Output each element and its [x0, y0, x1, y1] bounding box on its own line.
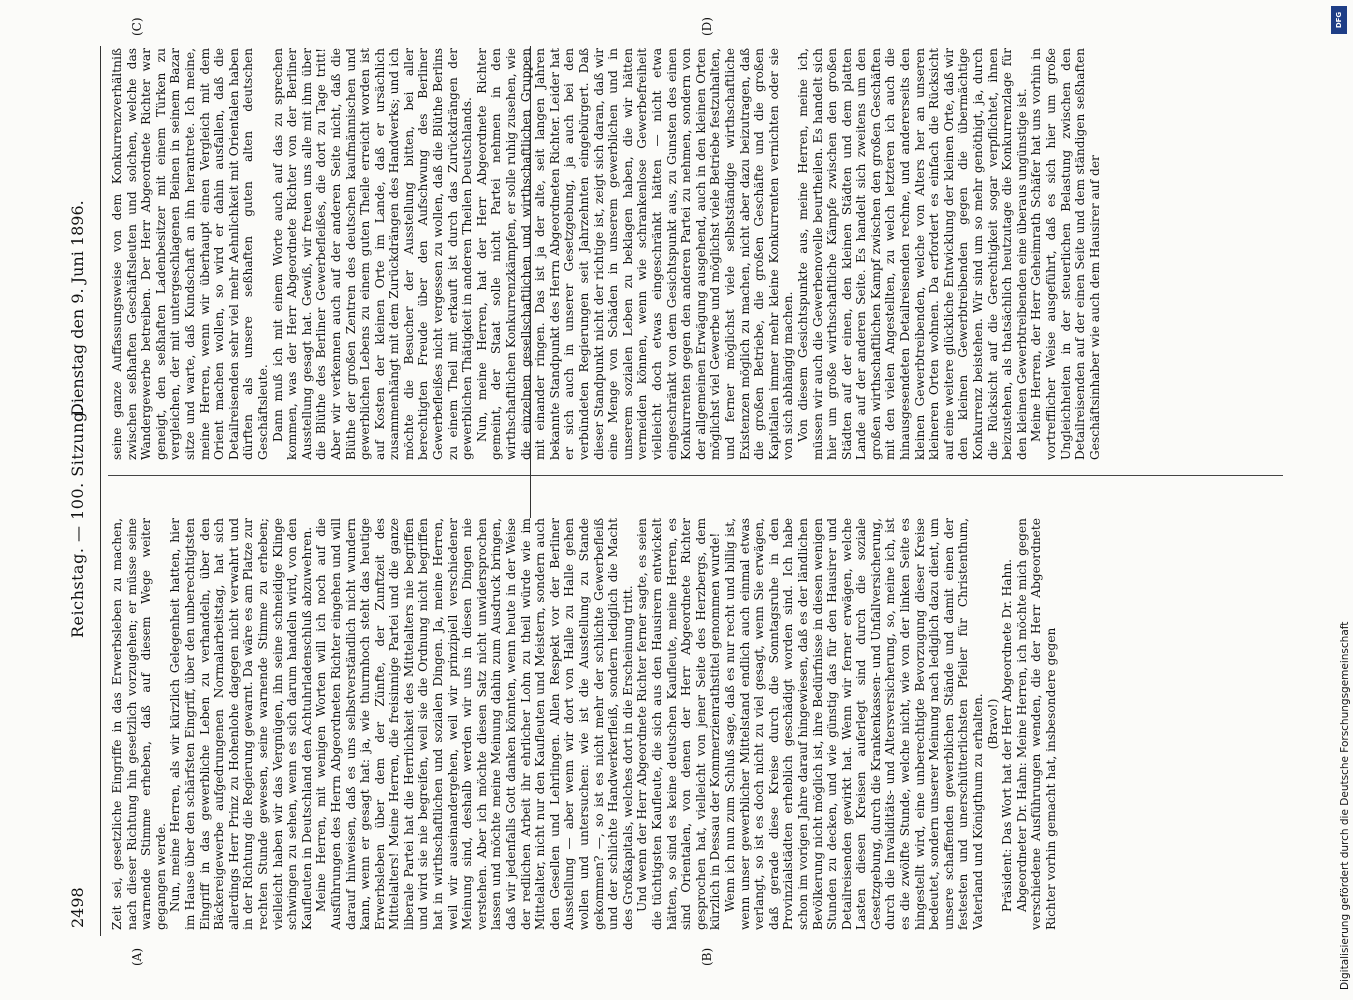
margin-marker-c: (C) [130, 17, 144, 36]
dfg-logo-text: DFG [1335, 11, 1343, 29]
paragraph: seine ganze Auffassungsweise von dem Konkurrenzverhältniß zwischen seßhaften Geschäftsleuten und solchen, welche das Wandergewerbe betreiben. Der Herr Abgeordnete Richter war geneigt, den seßhaften Ladenbesitzer mit einem Türken zu vergleichen, der mit untergeschlagenen Beinen in seinem Bazar sitze und warte, daß Kundschaft an ihn herantrete. Ich meine, meine Herren, wenn wir überhaupt einen Vergleich mit dem Orient machen wollen, so wird er dahin ausfallen, daß die Detailreisenden sehr viel mehr Aehnlichkeit mit Orientalen haben dürften als unsere seßhaften guten alten deutschen Geschäftsleute. [110, 48, 270, 460]
paragraph: Von diesem Gesichtspunkte aus, meine Herren, meine ich, müssen wir auch die Gewerbenovelle beurtheilen. Es handelt sich hier um große wirthschaftliche Kämpfe zwischen den großen Städten auf der einen, den kleinen Städten und dem platten Lande auf der anderen Seite. Es handelt sich zweitens um den großen wirthschaftlichen Kampf zwischen den großen Geschäften mit den vielen Angestellten, zu welch letzteren ich auch die hinausgesendeten Detailreisenden rechne, und andererseits den kleinen Gewerbtreibenden, welche von Alters her an unseren kleineren Orten wohnen. Da erfordert es einfach die Rücksicht auf eine weitere glückliche Entwicklung der kleinen Orte, daß wir den kleinen Gewerbtreibenden gegen die übermächtige Konkurrenz beistehen. Wir sind um so mehr genöthigt, ja, durch die Rücksicht auf die Gerechtigkeit sogar verpflichtet, ihnen beizustehen, als thatsächlich heutzutage die Konkurrenzlage für den kleinen Gewerbtreibenden eine überaus ungünstige ist. [795, 48, 1029, 460]
header-rule [100, 46, 101, 936]
digitization-credit: Digitalisierung gefördert durch die Deutsche Forschungsgemeinschaft [1339, 621, 1351, 990]
speaker-paragraph: Präsident: Das Wort hat der Herr Abgeordnete Dr. Hahn. [1000, 558, 1015, 912]
applause-note: (Bravo!) [985, 698, 1000, 750]
paragraph: Zeit sei, gesetzliche Eingriffe in das Erwerbsleben zu machen, nach dieser Richtung hin gesetzlich vorzugehen; er müsse seine warnende Stimme erheben, daß auf diesem Wege weiter gegangen werde. [110, 518, 168, 930]
session-title: Reichstag. — 100. Sitzung. [68, 405, 87, 638]
dfg-logo [1331, 6, 1347, 34]
margin-marker-a: (A) [130, 947, 144, 966]
right-column [110, 48, 1280, 460]
column-rule [108, 475, 1283, 476]
paragraph: Meine Herren, mit wenigen Worten will ich noch auf die Ausführungen des Herrn Abgeordneten Richter eingehen und will darauf hinweisen, daß es uns selbstverständlich nicht wundern kann, wenn er gesagt hat: ja, wie thurmhoch steht das heutige Erwerbsleben über dem der Zünfte, der Zunftzeit des Mittelalters! Meine Herren, die freisinnige Partei und die ganze liberale Partei hat die Herrlichkeit des Mittelalters nie begriffen und wird sie nie begreifen, weil sie die Ordnung nicht begriffen hat in wirthschaftlichen und sozialen Dingen. Ja, meine Herren, weil wir auseinandergehen, weil wir prinzipiell verschiedener Meinung sind, deshalb werden wir uns in diesen Dingen nie verstehen. Aber ich möchte diesen Satz nicht unwidersprochen lassen und möchte meine Meinung dahin zum Ausdruck bringen, daß wir jedenfalls Gott danken könnten, wenn heute in der Weise der redlichen Arbeit ihr ehrlicher Lohn zu theil würde wie im Mittelalter, nicht nur den Kaufleuten und Meistern, sondern auch den Gesellen und Lehrlingen. Allen Respekt vor der Berliner Ausstellung — aber wenn wir dort von Halle zu Halle gehen wollen und untersuchen: wie ist die Ausstellung zu Stande gekommen? —, so ist es nicht mehr der schlichte Gewerbefleiß und der schlichte Handwerkerfleiß, sondern lediglich die Macht des Großkapitals, welches dort in die Erscheinung tritt. [314, 518, 635, 930]
page-number: 2498 [68, 887, 87, 928]
paragraph: Und wenn der Herr Abgeordnete Richter ferner sagte, es seien die tüchtigsten Kaufleute, die sich aus den Hausirern entwickelt hätten, so sind es keine deutschen Kaufleute, meine Herren, es sind Orientalen, von denen der Herr Abgeordnete Richter gesprochen hat, vielleicht von jener Seite des Herzbergs, dem kürzlich in Dessau der Kommerzienrathstitel genommen wurde! [635, 518, 723, 930]
paragraph: Nun, meine Herren, als wir kürzlich Gelegenheit hatten, hier im Hause über den schärfsten Eingriff, über den unberechtigtsten Eingriff in das gewerbliche Leben zu verhandeln, über den Bäckereigewerbe aufgedrungenen Normalarbeitstag, hat sich allerdings Herr Prinz zu Hohenlohe dagegen nicht verwahrt und in der Richtung die Regierung gewarnt. Da wäre es am Platze zur rechten Stunde gewesen, seine warnende Stimme zu erheben; vielleicht haben wir das Vergnügen, ihn seine schneidige Klinge schwingen zu sehen, wenn es sich darum handeln wird, von den Kaufleuten in Deutschland den Achtuhrladenschluß abzuwehren. [168, 518, 314, 930]
paragraph: Dann muß ich mit einem Worte auch auf das zu sprechen kommen, was der Herr Abgeordnete Richter von der Berliner Ausstellung gesagt hat. Gewiß, wir freuen uns alle mit ihm über die Blüthe des Berliner Gewerbefleißes, die dort zu Tage tritt! Aber wir verkennen auch auf der anderen Seite nicht, daß die Blüthe der großen Zentren des deutschen kaufmännischen und gewerblichen Lebens zu einem guten Theile erreicht worden ist auf Kosten der kleinen Orte im Lande, daß er ursächlich zusammenhängt mit dem Zurückdrängen des Handwerks; und ich möchte die Besucher der Ausstellung bitten, bei aller berechtigten Freude über den Aufschwung des Berliner Gewerbefleißes nicht vergessen zu wollen, daß die Blüthe Berlins zu einem Theil mit erkauft ist durch das Zurückdrängen der gewerblichen Thätigkeit in anderen Theilen Deutschlands. [270, 48, 475, 460]
speaker-paragraph: Abgeordneter Dr. Hahn: Meine Herren, ich möchte mich gegen verschiedene Ausführungen wenden, die der Herr Abgeordnete Richter vorhin gemacht hat, insbesondere gegen [1014, 518, 1058, 930]
session-date: Dienstag den 9. Juni 1896. [68, 200, 87, 416]
page-header [60, 46, 100, 936]
margin-marker-b: (B) [700, 947, 714, 966]
paragraph: Nun, meine Herren, hat der Herr Abgeordnete Richter gemeint, der Staat solle nicht Partei nehmen in den wirthschaftlichen Konkurrenzkämpfen, er solle ruhig zusehen, wie die einzelnen gesellschaftlichen und wirthschaftlichen Gruppen mit einander ringen. Das ist ja der alte, seit langen Jahren bekannte Standpunkt des Herrn Abgeordneten Richter. Leider hat er sich auch in unserer Gesetzgebung, ja auch bei den verbündeten Regierungen seit Jahrzehnten eingebürgert. Daß dieser Standpunkt nicht der richtige ist, zeigt sich daran, daß wir eine Menge von Schäden in unserem gewerblichen und in unserem sozialen Leben zu beklagen haben, die wir hätten vermeiden können, wenn wie schrankenlose Gewerbefreiheit vielleicht doch etwas eingeschränkt hätten — nicht etwa eingeschränkt von dem Gesichtspunkt aus, zu Gunsten des einen Konkurrenten gegen den anderen Partei zu nehmen, sondern von der allgemeinen Erwägung ausgehend, auch in den kleinen Orten möglichst viel Gewerbe und möglichst viele Betriebe festzuhalten, und ferner möglichst viele selbstständige wirthschaftliche Existenzen möglich zu machen, nicht aber dazu beizutragen, daß die großen Betriebe, die großen Geschäfte und die großen Kapitalien immer mehr kleine Konkurrenten vernichten oder sie von sich abhängig machen. [474, 48, 796, 460]
rotated-page-body [60, 17, 1310, 966]
paragraph: Wenn ich nun zum Schluß sage, daß es nur recht und billig ist, wenn unser gewerblicher Mittelstand endlich auch einmal etwas verlangt, so ist es doch nicht zu viel gesagt, wenn Sie erwägen, daß gerade diese Kreise durch die Sonntagsruhe in den Provinzialstädten erheblich geschädigt worden sind. Ich habe schon im vorigen Jahre darauf hingewiesen, daß es der ländlichen Bevölkerung nicht möglich ist, ihre Bedürfnisse in diesen wenigen Stunden zu decken, und wie günstig das für den Hausirer und Detailreisenden gewirkt hat. Wenn wir ferner erwägen, welche Lasten diesen Kreisen auferlegt sind durch die soziale Gesetzgebung, durch die Krankenkassen- und Unfallversicherung, durch die Invaliditäts- und Altersversicherung, so, meine ich, ist es die zwölfte Stunde, welche nicht, wie von der linken Seite es hingestellt wird, eine unberechtigte Bevorzugung dieser Kreise bedeutet, sondern unserer Meinung nach lediglich dazu dient, um unsere schaffenden gewerblichen Stände und damit einen der festesten und unerschütterlichsten Pfeiler für Christenthum, Vaterland und Königthum zu erhalten. [722, 518, 986, 930]
margin-marker-d: (D) [700, 17, 714, 36]
left-column [110, 518, 1280, 930]
paragraph: Meine Herren, der Herr Geheimrath Schäfer hat uns vorhin in vortrefflicher Weise ausgeführt, daß es sich hier um große Ungleichheiten in der steuerlichen Belastung zwischen den Detailreisenden auf der einen Seite und dem ständigen seßhaften Geschäftsinhaber wie auch dem Hausirer auf der [1029, 48, 1102, 460]
